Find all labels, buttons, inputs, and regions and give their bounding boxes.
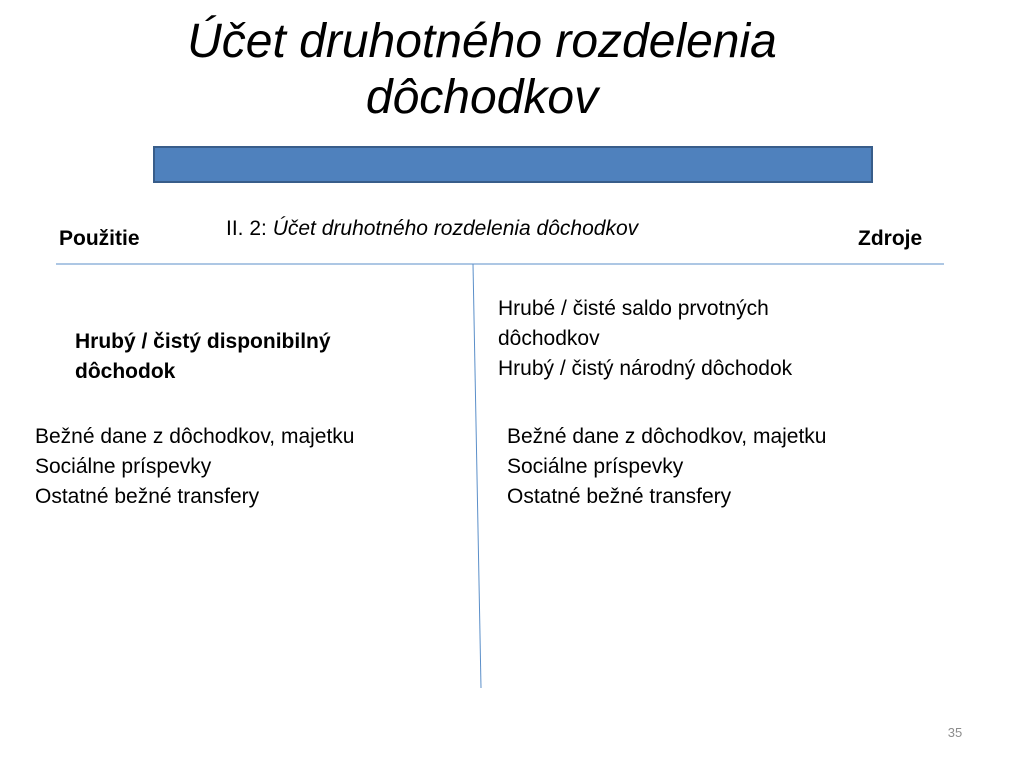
slide-page-number: 35 bbox=[947, 725, 963, 740]
list-item: Sociálne príspevky bbox=[507, 455, 684, 478]
right-balance-line: dôchodkov bbox=[498, 327, 600, 350]
slide-title-line-1: Účet druhotného rozdelenia bbox=[187, 15, 777, 68]
left-balance-item bbox=[75, 327, 331, 387]
resources-label: Zdroje bbox=[858, 227, 923, 250]
list-item: Ostatné bežné transfery bbox=[507, 485, 732, 508]
right-balance-line: Hrubé / čisté saldo prvotných bbox=[498, 297, 769, 320]
left-balance-line: Hrubý / čistý disponibilný bbox=[75, 330, 331, 353]
list-item: Bežné dane z dôchodkov, majetku bbox=[507, 425, 827, 448]
t-account-vertical-line bbox=[473, 264, 481, 688]
right-items-list bbox=[507, 422, 826, 512]
right-balance-item bbox=[498, 294, 792, 384]
right-balance-line: Hrubý / čistý národný dôchodok bbox=[498, 357, 793, 380]
account-subtitle-name: Účet druhotného rozdelenia dôchodkov bbox=[272, 217, 639, 240]
list-item: Ostatné bežné transfery bbox=[35, 485, 260, 508]
left-balance-line: dôchodok bbox=[75, 360, 176, 383]
account-subtitle-prefix: II. 2: bbox=[226, 217, 267, 240]
left-items-list bbox=[35, 422, 354, 512]
list-item: Sociálne príspevky bbox=[35, 455, 212, 478]
slide-title-line-2: dôchodkov bbox=[365, 71, 599, 124]
uses-label: Použitie bbox=[59, 227, 140, 250]
list-item: Bežné dane z dôchodkov, majetku bbox=[35, 425, 355, 448]
